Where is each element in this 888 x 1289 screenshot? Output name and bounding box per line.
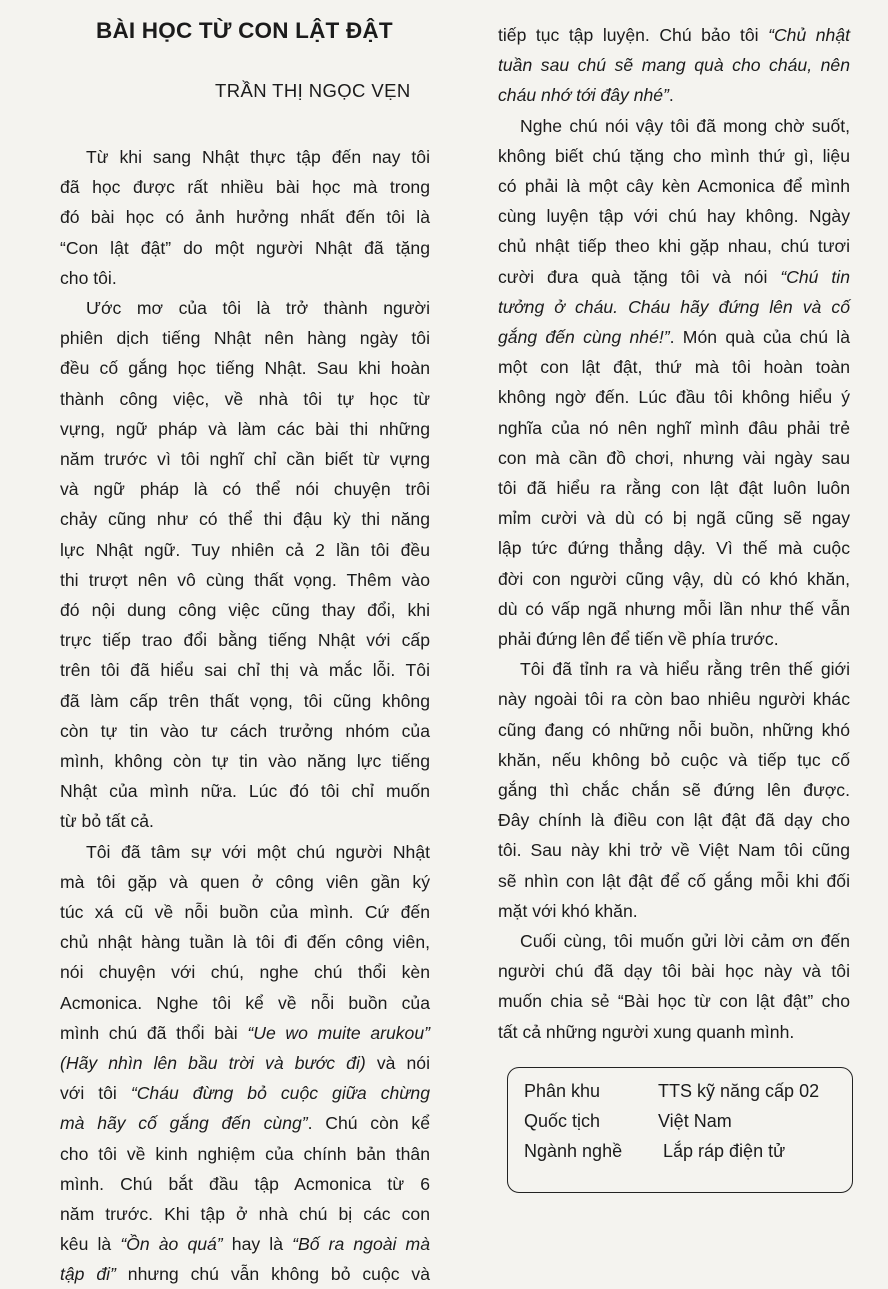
italic-span: “Chú tin <box>780 266 851 287</box>
text-span: người chú đã dạy tôi bài học này và tôi <box>498 961 850 982</box>
text-span: mình chú đã thổi bài <box>60 1022 238 1043</box>
italic-span: (Hãy nhìn lên bầu trời và bước đi) <box>60 1053 366 1073</box>
text-span: từ bỏ tất cả. <box>60 811 154 832</box>
text-span: còn tự tin vào tư cách trưởng nhóm của <box>60 720 430 741</box>
text-span: năm trước. Khi tập ở nhà chú bị các con <box>60 1204 430 1224</box>
text-span: với tôi <box>60 1083 131 1104</box>
info-label-nationality: Quốc tịch <box>524 1111 601 1131</box>
text-span: phiên dịch tiếng Nhật nên hàng ngày tôi <box>60 328 430 349</box>
text-span: mỉm cười và dù có bị ngã cũng sẽ ngay <box>498 508 850 529</box>
text-span: năm trước vì tôi nghĩ chỉ cần biết từ vựng <box>60 449 430 469</box>
text-line <box>498 443 850 473</box>
italic-span: “Ồn ào quá” <box>120 1234 223 1255</box>
text-line <box>60 1048 430 1078</box>
text-line <box>498 382 850 412</box>
text-line <box>498 533 850 563</box>
text-span: thi trượt nên vô cùng thất vọng. Thêm vào <box>60 569 430 590</box>
text-line <box>60 1139 430 1169</box>
text-line <box>86 837 430 867</box>
text-span: dù có vấp ngã nhưng mỗi lần như thế vẫn <box>498 598 850 619</box>
text-span: một con lật đật, thứ mà tôi hoàn toàn <box>498 357 850 378</box>
text-line <box>498 775 850 805</box>
text-span: tiếp tục tập luyện. Chú bảo tôi <box>498 25 769 45</box>
italic-span: “Bố ra ngoài mà <box>292 1234 430 1255</box>
text-line <box>498 594 850 624</box>
text-line <box>86 142 430 172</box>
text-span: túc xá cũ về nỗi buồn của mình. Cứ đến <box>60 902 430 922</box>
text-span: mặt với khó khăn. <box>498 900 638 921</box>
info-value-division: TTS kỹ năng cấp 02 <box>658 1081 820 1101</box>
text-line <box>60 1018 430 1048</box>
text-line <box>498 231 850 261</box>
song-title: “Ue wo muite arukou” <box>237 1022 430 1043</box>
text-span: Từ khi sang Nhật thực tập đến nay tôi <box>86 147 430 167</box>
text-span: kêu là <box>60 1234 121 1255</box>
text-span: trực tiếp trao đổi bằng tiếng Nhật với cấp <box>60 630 430 651</box>
text-span: phải đứng lên để tiến về phía trước. <box>498 629 779 649</box>
text-line <box>60 957 430 987</box>
text-line <box>86 293 430 323</box>
italic-span: mà hãy cố gắng đến cùng” <box>60 1113 308 1134</box>
text-line <box>520 926 850 956</box>
text-span: vựng, ngữ pháp và làm các bài thi những <box>60 418 430 439</box>
text-span: trên tôi đã hiểu sai chỉ thị và mắc lỗi. Tôi <box>60 660 430 681</box>
text-line <box>60 233 430 263</box>
text-line <box>498 503 850 533</box>
text-span: tất cả những người xung quanh mình. <box>498 1021 795 1042</box>
text-span: lực Nhật ngữ. Tuy nhiên cả 2 lần tôi đều <box>60 539 430 560</box>
text-line <box>60 444 430 474</box>
text-line <box>60 655 430 685</box>
text-span: đó bài học có ảnh hưởng nhất đến tôi là <box>60 207 430 228</box>
text-line <box>60 988 430 1018</box>
text-line <box>60 1259 430 1289</box>
text-span: lập tức đứng thẳng dậy. Vì thế mà cuộc <box>498 538 850 559</box>
text-span: chảy cũng như có thể thi đậu kỳ thi năng <box>60 509 430 530</box>
text-line <box>498 805 850 835</box>
text-line <box>498 745 850 775</box>
text-line <box>498 201 850 231</box>
text-line <box>498 413 850 443</box>
text-line <box>60 1229 430 1259</box>
italic-span: tập đi” <box>60 1264 116 1285</box>
text-span: sẽ nhìn con lật đật để cố gắng mỗi khi đối <box>498 870 850 891</box>
text-line <box>60 625 430 655</box>
text-line <box>60 414 430 444</box>
italic-span: “Cháu đừng bỏ cuộc giữa chừng <box>130 1083 431 1104</box>
info-label-occupation: Ngành nghề <box>524 1141 623 1161</box>
text-line <box>60 535 430 565</box>
text-line <box>60 776 430 806</box>
text-line <box>498 564 850 594</box>
text-span: Cuối cùng, tôi muốn gửi lời cảm ơn đến <box>520 931 850 951</box>
text-span: mình, không còn tự tin vào năng lực tiếng <box>60 751 430 771</box>
text-line <box>498 624 850 654</box>
text-line <box>60 1199 430 1229</box>
text-line <box>60 202 430 232</box>
text-line <box>520 111 850 141</box>
text-span: Nghe chú nói vậy tôi đã mong chờ suốt, <box>520 115 850 136</box>
text-span: . <box>668 85 674 106</box>
text-span: tôi. Sau này khi trở về Việt Nam tôi cũng <box>498 840 850 861</box>
text-line <box>60 686 430 716</box>
text-span: . Món quà của chú là <box>669 327 850 347</box>
text-span: Nhật của mình nữa. Lúc đó tôi chỉ muốn <box>60 781 430 802</box>
text-span: chủ nhật hàng tuần là tôi đi đến công viên, <box>60 932 430 953</box>
text-line <box>60 927 430 957</box>
text-line <box>520 654 850 684</box>
text-line <box>60 353 430 383</box>
text-line <box>60 806 430 836</box>
text-line <box>498 1017 850 1047</box>
text-span: đời con người cũng vậy, dù có khó khăn, <box>498 568 850 589</box>
italic-span: tưởng ở cháu. Cháu hãy đứng lên và cố <box>498 296 850 317</box>
text-span: Ước mơ của tôi là trở thành người <box>86 298 430 318</box>
info-value-occupation: Lắp ráp điện tử <box>663 1141 786 1161</box>
text-line <box>60 474 430 504</box>
text-span: nói chuyện với chú, nghe chú thổi kèn <box>60 962 430 983</box>
text-line <box>498 473 850 503</box>
italic-span: tuần sau chú sẽ mang quà cho cháu, nên <box>498 55 850 76</box>
text-span: chủ nhật tiếp theo khi gặp nhau, chú tươi <box>498 236 850 257</box>
text-span: và ngữ pháp là có thể nói chuyện trôi <box>60 479 430 500</box>
text-span: tôi đã hiểu ra rằng con lật đật luôn luôn <box>498 478 850 498</box>
text-span: nghĩa của nó nên nghĩ mình đâu phải trẻ <box>498 417 850 438</box>
text-line <box>60 1078 430 1108</box>
info-label-division: Phân khu <box>524 1081 601 1101</box>
text-line <box>60 867 430 897</box>
info-box <box>507 1067 853 1193</box>
article-title: BÀI HỌC TỪ CON LẬT ĐẬT <box>96 18 393 43</box>
text-span: cho tôi về kinh nghiệm của chính bản thân <box>60 1143 430 1164</box>
text-line <box>60 323 430 353</box>
text-line <box>498 956 850 986</box>
text-line <box>60 897 430 927</box>
text-line <box>60 595 430 625</box>
text-span: đã làm cấp trên thất vọng, tôi cũng không <box>60 690 430 711</box>
text-span: đó nội dung công việc cũng thay đổi, khi <box>60 600 430 620</box>
text-line <box>60 1108 430 1138</box>
text-span: . Chú còn kể <box>307 1113 430 1134</box>
text-span: không ngờ đến. Lúc đầu tôi không hiểu ý <box>498 387 850 408</box>
text-span: có phải là một cây kèn Acmonica để mình <box>498 176 850 196</box>
text-span: và nói <box>365 1053 430 1073</box>
text-span: Acmonica. Nghe tôi kể về nỗi buồn của <box>60 992 430 1013</box>
text-line <box>498 292 850 322</box>
text-span: cho tôi. <box>60 267 117 288</box>
text-line <box>60 384 430 414</box>
text-span: con mà cần đồ chơi, nhưng vài ngày sau <box>498 447 850 468</box>
author-name: TRẦN THỊ NGỌC VẸN <box>215 80 411 101</box>
text-span: cũng đang có những nỗi buồn, những khó <box>498 719 850 740</box>
text-span: muốn chia sẻ “Bài học từ con lật đật” cho <box>498 991 850 1012</box>
text-line <box>60 172 430 202</box>
text-span: nhưng chú vẫn không bỏ cuộc và <box>115 1264 430 1285</box>
text-line <box>498 896 850 926</box>
text-line <box>498 141 850 171</box>
text-span: đã học được rất nhiều bài học mà trong <box>60 177 430 198</box>
text-line <box>498 986 850 1016</box>
text-span: hay là <box>222 1234 293 1255</box>
text-line <box>498 684 850 714</box>
text-line <box>498 80 850 110</box>
text-span: “Con lật đật” do một người Nhật đã tặng <box>60 237 430 258</box>
text-span: gắng thì chắc chắn sẽ đứng lên được. <box>498 780 850 800</box>
text-line <box>60 263 430 293</box>
text-line <box>498 835 850 865</box>
text-span: không biết chú tặng cho mình thứ gì, liệu <box>498 145 850 166</box>
text-line <box>60 746 430 776</box>
text-line <box>498 866 850 896</box>
text-span: cười đưa quà tặng tôi và nói <box>498 266 781 287</box>
text-span: đều cố gắng học tiếng Nhật. Sau khi hoàn <box>60 358 430 379</box>
text-span: Đây chính là điều con lật đật đã dạy cho <box>498 810 850 831</box>
text-line <box>498 262 850 292</box>
text-span: Tôi đã tỉnh ra và hiểu rằng trên thế giới <box>520 659 850 680</box>
text-line <box>60 1169 430 1199</box>
italic-span: “Chủ nhật <box>768 25 851 45</box>
text-span: cùng luyện tập với chú hay không. Ngày <box>498 206 850 227</box>
info-value-nationality: Việt Nam <box>658 1111 732 1131</box>
text-span: khăn, nếu không bỏ cuộc và tiếp tục cố <box>498 749 850 770</box>
text-line <box>498 171 850 201</box>
text-span: mình. Chú bắt đầu tập Acmonica từ 6 <box>60 1173 430 1194</box>
italic-span: cháu nhớ tới đây nhé” <box>498 85 669 106</box>
text-line <box>498 715 850 745</box>
text-span: này ngoài tôi ra còn bao nhiêu người khác <box>498 689 850 710</box>
italic-span: gắng đến cùng nhé!” <box>498 327 670 347</box>
text-line <box>498 352 850 382</box>
text-span: Tôi đã tâm sự với một chú người Nhật <box>86 841 430 862</box>
text-line <box>498 322 850 352</box>
text-line <box>60 716 430 746</box>
text-line <box>60 565 430 595</box>
text-span: thành công việc, về nhà tôi tự học từ <box>60 388 430 409</box>
text-span: mà tôi gặp và quen ở công viên gần ký <box>60 871 430 892</box>
text-line <box>498 20 850 50</box>
text-line <box>60 504 430 534</box>
text-line <box>498 50 850 80</box>
